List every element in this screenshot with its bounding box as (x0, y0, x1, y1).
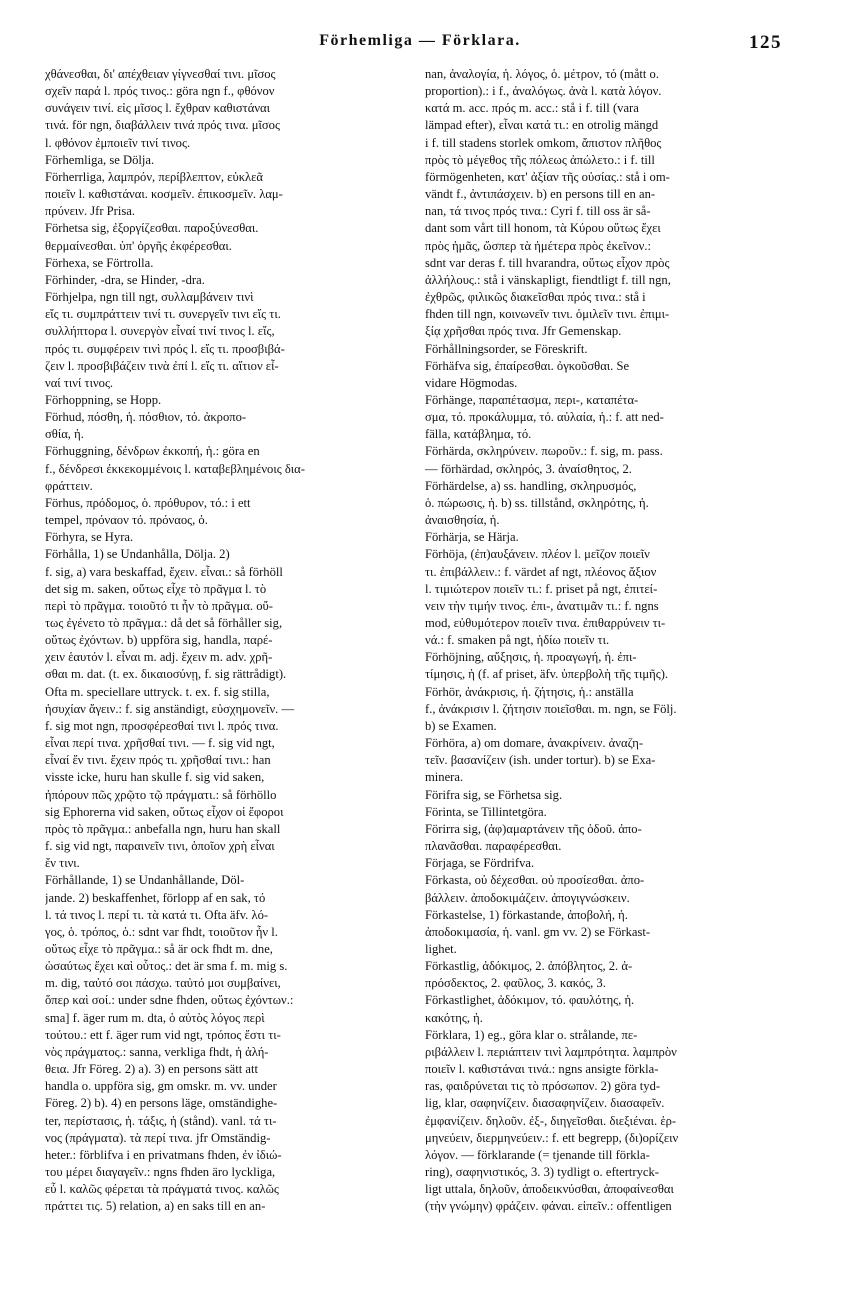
text-line: τεῖν. βασανίζειν (ish. under tortur). b) se Exa- (425, 753, 656, 768)
text-line: ὡσαύτως ἔχει καὶ οὗτος.: det är sma f. m. mig s. (45, 959, 288, 974)
text-line: dant som vårt till honom, τὰ Κύρου οὕτως ἔχει (425, 221, 661, 236)
text-line: σθία, ἡ. (45, 427, 84, 442)
text-line: vändt f., ἀντιπάσχειν. b) en persons till en an- (425, 187, 656, 202)
text-line: proportion).: i f., ἀναλόγως. ἀνὰ l. κατὰ λόγον. (425, 84, 662, 99)
text-line: Förhäfva sig, ἐπαίρεσθαι. ὀγκοῦσθαι. Se (425, 358, 630, 373)
text-line: jande. 2) beskaffenhet, förlopp af en sak, τό (45, 890, 266, 905)
text-line: Förhuggning, δένδρων ἐκκοπή, ἡ.: göra en (45, 444, 260, 459)
text-line: εἶναι περί τινα. χρῆσθαί τινι. — f. sig vid ngt, (45, 736, 275, 751)
text-line: σχεῖν παρά l. πρός τινος.: göra ngn f., φθόνον (45, 84, 275, 99)
text-line: ligt uttala, δηλοῦν, ἀποδεικνύσθαι, ἀποφαίνεσθαι (425, 1182, 674, 1197)
text-line: f. sig vid ngt, παραινεῖν τινι, ὁποῖον χρὴ εἶναι (45, 839, 275, 854)
text-line: fälla, κατάβλημα, τό. (425, 427, 532, 442)
text-line: σμα, τό. προκάλυμμα, τό. αὐλαία, ἡ.: f. att ned- (425, 410, 664, 425)
text-line: — förhärdad, σκληρός, 3. ἀναίσθητος, 2. (425, 461, 632, 476)
text-line: κατά m. acc. πρός m. acc.: stå i f. till (vara (425, 101, 639, 116)
text-line: ποιεῖν l. καθιστάναι τινά.: ngns ansigte förkla- (425, 1062, 659, 1077)
text-line: συλλήπτορα l. συνεργὸν εἶναί τινί τινος l. εἴς, (45, 324, 275, 339)
text-line: Förklara, 1) eg., göra klar o. strålande, πε- (425, 1027, 638, 1042)
text-line: χθάνεσθαι, δι' απέχθειαν γίγνεσθαί τινι. μῖσος (45, 67, 276, 81)
text-line: heter.: förblifva i en privatmans fhden, ἐν ἰδιώ- (45, 1147, 282, 1162)
text-line: ἀλλήλους.: stå i vänskapligt, fiendtligt f. till ngn, (425, 272, 671, 287)
text-line: Förhöjning, αὔξησις, ἡ. προαγωγή, ἡ. ἐπι- (425, 650, 637, 665)
text-line: ἔν τινι. (45, 856, 80, 871)
text-line: Förhör, ἀνάκρισις, ἡ. ζήτησις, ἡ.: anställa (425, 684, 634, 699)
text-line: lämpad efter), εἶναι κατά τι.: en otrolig mängd (425, 118, 659, 133)
text-line: ἠπόρουν πῶς χρῷτο τῷ πράγματι.: så förhöllo (45, 787, 277, 802)
text-line: τούτου.: ett f. äger rum vid ngt, τρόπος ἔστι τι- (45, 1027, 281, 1042)
text-line: νά.: f. smaken på ngt, ἡδίω ποιεῖν τι. (425, 633, 610, 648)
text-line: θεια. Jfr Föreg. 2) a). 3) en persons sätt att (45, 1062, 258, 1077)
text-line: ἐμφανίζειν. δηλοῦν. ἐξ-, διηγεῖσθαι. διεξιέναι. ἑρ- (425, 1113, 677, 1128)
text-line: πρόσδεκτος, 2. φαῦλος, 3. κακός, 3. (425, 976, 606, 991)
left-column (45, 66, 411, 1286)
text-line: συνάγειν τινί. εἰς μῖσος l. ἔχθραν καθιστάναι (45, 101, 271, 116)
text-line: Förhållande, 1) se Undanhållande, Döl- (45, 873, 245, 888)
text-line: lighet. (425, 941, 457, 956)
text-line: förmögenheten, κατ' ἀξίαν τῆς οὐσίας.: stå i om- (425, 169, 670, 184)
text-line: νειν τὴν τιμήν τινος. ἐπι-, ἀνατιμᾶν τι.: f. ngns (425, 598, 659, 613)
text-line: Förhus, πρόδομος, ὁ. πρόθυρον, τό.: i ett (45, 495, 251, 510)
text-line: f., δένδρεσι ἐκκεκομμένοις l. καταβεβλημένοις δια- (45, 461, 305, 476)
text-line: κακότης, ἡ. (425, 1010, 483, 1025)
text-line: Förhyra, se Hyra. (45, 530, 134, 545)
text-line: ριβάλλειν l. περιάπτειν τινὶ λαμπρότητα. λαμπρὸν (425, 1044, 677, 1059)
text-line: εἴς τι. συμπράττειν τινί τι. συνεργεῖν τινι εἴς τι. (45, 307, 281, 322)
text-line: νος (πράγματα). τὰ περί τινα. jfr Omständig- (45, 1130, 271, 1145)
text-line: ποιεῖν l. καθιστάναι. κοσμεῖν. ἐπικοσμεῖν. λαμ- (45, 187, 283, 202)
text-line: του μέρει διαγαγεῖν.: ngns fhden äro lyckliga, (45, 1165, 276, 1179)
text-line: sig Ephorerna vid saken, οὕτως εἶχον οἱ ἔφοροι (45, 804, 284, 819)
text-line: ring), σαφηνιστικός, 3. 3) tydligt o. eftertryck- (425, 1165, 659, 1179)
text-line: ἡσυχίαν ἄγειν.: f. sig anständigt, εὐσχημονεῖν. — (45, 701, 295, 716)
text-line: Föreg. 2) b). 4) en persons läge, omständighe- (45, 1096, 278, 1111)
text-line: ἀναισθησία, ἡ. (425, 513, 500, 528)
page-header (58, 32, 782, 54)
text-line: Förjaga, se Fördrifva. (425, 856, 535, 871)
text-line: Förkastlighet, ἀδόκιμον, τό. φαυλότης, ἡ. (425, 993, 635, 1008)
text-line: μηνεύειν, διερμηνεύειν.: f. ett begrepp, (δι)ορίζειν (425, 1130, 679, 1145)
running-head: Förhemliga — Förklara. (319, 32, 521, 49)
text-line: ὅπερ καὶ σοί.: under sdne fhden, οὕτως ἐχόντων.: (45, 993, 294, 1008)
text-line: εὖ l. καλῶς φέρεται τὰ πράγματά τινος. καλῶς (45, 1182, 279, 1197)
text-line: m. dig, ταὐτό σοι πάσχω. ταὐτό μοι συμβαίνει, (45, 976, 281, 991)
text-line: b) se Examen. (425, 718, 497, 733)
text-line: f. sig mot ngn, προσφέρεσθαί τινι l. πρός τινα. (45, 718, 279, 733)
text-line: Förhjelpa, ngn till ngt, συλλαμβάνειν τινὶ (45, 290, 254, 305)
text-line: Förkastlig, ἀδόκιμος, 2. ἀπόβλητος, 2. ἀ- (425, 959, 633, 974)
text-line: Förkasta, οὐ δέχεσθαι. οὐ προσίεσθαι. ἀπο- (425, 873, 645, 888)
right-column (425, 66, 791, 1286)
text-line: Förhärja, se Härja. (425, 530, 519, 545)
text-line: γος, ὁ. τρόπος, ὁ.: sdnt var fhdt, τοιοῦτον ἦν l. (45, 924, 278, 939)
text-line: Förherrliga, λαμπρόν, περίβλεπτον, εὐκλεᾶ (45, 169, 264, 184)
text-line: ναί τινί τινος. (45, 375, 114, 390)
text-line: χειν ἑαυτόν l. εἶναι m. adj. ἔχειν m. adv. χρῆ- (45, 650, 273, 665)
text-line: sma] f. äger rum m. dta, ὁ αὐτὸς λόγος περὶ (45, 1010, 265, 1025)
text-line: minera. (425, 770, 464, 785)
text-line: Förifra sig, se Förhetsa sig. (425, 787, 563, 802)
text-line: Förhexa, se Förtrolla. (45, 255, 154, 270)
text-line: sdnt var deras f. till hvarandra, οὕτως εἶχον πρὸς (425, 255, 670, 270)
text-line: βάλλειν. ἀποδοκιμάζειν. ἀπογιγνώσκειν. (425, 890, 630, 905)
text-line: visste icke, huru han skulle f. sig vid saken, (45, 770, 265, 785)
text-line: ὁ. πώρωσις, ἡ. b) ss. tillstånd, σκληρότης, ἡ. (425, 495, 649, 510)
text-line: f. sig, a) vara beskaffad, ἔχειν. εἶναι.: så förhöll (45, 564, 283, 579)
text-line: Förhärdelse, a) ss. handling, σκληρυσμός, (425, 478, 637, 493)
text-line: Förkastelse, 1) förkastande, ἀποβολή, ἡ. (425, 907, 628, 922)
text-line: lig, klar, σαφηνίζειν. διασαφηνίζειν. διασαφεῖν. (425, 1096, 665, 1111)
text-line: Förirra sig, (ἀφ)αμαρτάνειν τῆς ὁδοῦ. ἀπο- (425, 821, 642, 836)
text-line: Förhemliga, se Dölja. (45, 152, 155, 167)
text-line: mod, εὐθυμότερον ποιεῖν τινα. ἐπιθαρρύνειν τι- (425, 616, 666, 630)
text-line: Ofta m. speciellare uttryck. t. ex. f. sig stilla, (45, 684, 270, 699)
text-line: Förinta, se Tillintetgöra. (425, 804, 547, 819)
text-line: νὸς πράγματος.: sanna, verkliga fhdt, ἡ ἀλή- (45, 1044, 269, 1059)
text-line: i f. till stadens storlek omkom, ἄπιστον πλῆθος (425, 135, 662, 150)
text-line: nan, ἀναλογία, ἡ. λόγος, ὁ. μέτρον, τό (mått o. (425, 67, 659, 81)
text-line: ras, φαιδρύνεται τις τὸ πρόσωπον. 2) göra tyd- (425, 1079, 661, 1094)
text-line: πρὸς τὸ πρᾶγμα.: anbefalla ngn, huru han skall (45, 821, 281, 836)
text-line: ter, περίστασις, ἡ. τάξις, ἡ (stånd). vanl. τά τι- (45, 1113, 277, 1128)
text-line: οὕτως εἶχε τὸ πρᾶγμα.: så är ock fhdt m. dne, (45, 941, 273, 956)
text-line: Förhud, πόσθη, ἡ. πόσθιον, τό. ἀκροπο- (45, 410, 247, 425)
text-line: πρὸς τὸ μέγεθος τῆς πόλεως ἀπώλετο.: i f. till (425, 152, 655, 167)
text-line: εἶναί ἔν τινι. ἔχειν πρός τι. χρῆσθαί τινι.: han (45, 753, 271, 768)
text-line: λόγον. — förklarande (= tjenande till förkla- (425, 1147, 650, 1162)
text-line: ἐχθρῶς, φιλικῶς διακεῖσθαι πρός τινα.: stå i (425, 290, 646, 305)
text-line: Förhetsa sig, ἐξοργίζεσθαι. παροξύνεσθαι. (45, 221, 259, 236)
text-line: πρὸς ἡμᾶς, ὥσπερ τὰ ἡμέτερα πρὸς ἐκεῖνον.: (425, 238, 651, 253)
text-line: handla o. uppföra sig, gm omskr. m. vv. under (45, 1079, 277, 1094)
text-line: det sig m. saken, οὕτως εἶχε τὸ πρᾶγμα l. τὸ (45, 581, 267, 596)
text-line: τίμησις, ἡ (f. af priset, äfv. ὑπερβολὴ τῆς τιμῆς). (425, 667, 669, 682)
text-line: Förhållningsorder, se Föreskrift. (425, 341, 588, 356)
page-number: 125 (749, 32, 782, 53)
text-line: l. τά τινος l. περί τι. τὰ κατά τι. Ofta äfv. λό- (45, 907, 269, 922)
text-line: τινά. för ngn, διαβάλλειν τινά πρός τινα. μῖσος (45, 118, 280, 133)
text-line: vidare Högmodas. (425, 375, 518, 390)
text-line: Förhärda, σκληρύνειν. πωροῦν.: f. sig, m. pass. (425, 444, 663, 459)
text-line: Förhänge, παραπέτασμα, περι-, καταπέτα- (425, 392, 639, 407)
text-line: φράττειν. (45, 478, 93, 493)
text-line: Förhöra, a) om domare, ἀνακρίνειν. ἀναζη- (425, 736, 644, 751)
text-line: fhden till ngn, κοινωνεῖν τινι. ὁμιλεῖν τινι. ἐπιμι- (425, 307, 670, 322)
text-line: σθαι m. dat. (t. ex. δικαιοσύνῃ, f. sig rättrådigt). (45, 667, 287, 682)
text-line: πλανᾶσθαι. παραφέρεσθαι. (425, 839, 562, 854)
text-line: ἀποδοκιμασία, ἡ. vanl. gm vv. 2) se Förkast- (425, 924, 651, 939)
text-line: ξίᾳ χρῆσθαι πρός τινα. Jfr Gemenskap. (425, 324, 622, 339)
text-line: ζειν l. προσβιβάζειν τινὰ ἐπί l. εἴς τι. αἴτιον εἶ- (45, 358, 279, 373)
text-line: πράττει τις. 5) relation, a) en saks till en an- (45, 1199, 266, 1214)
text-line: θερμαίνεσθαι. ὑπ' ὀργῆς ἐκφέρεσθαι. (45, 238, 232, 253)
text-line: πρύνειν. Jfr Prisa. (45, 204, 136, 219)
text-line: Förhoppning, se Hopp. (45, 392, 162, 407)
text-line: nan, τά τινος πρός τινα.: Cyri f. till oss är så- (425, 204, 651, 219)
text-line: l. τιμιώτερον ποιεῖν τι.: f. priset på ngt, ἐπιτεί- (425, 581, 658, 596)
text-line: l. φθόνον ἐμποιεῖν τινί τινος. (45, 135, 191, 150)
text-line: τι. ἐπιβάλλειν.: f. värdet af ngt, πλέονος ἄξιον (425, 564, 657, 579)
text-line: οὕτως ἐχόντων. b) uppföra sig, handla, παρέ- (45, 633, 273, 648)
text-line: Förhinder, -dra, se Hinder, -dra. (45, 272, 205, 287)
text-line: πρός τι. συμφέρειν τινὶ πρός l. εἴς τι. προσβιβά- (45, 341, 285, 356)
text-line: Förhöja, (ἐπ)αυξάνειν. πλέον l. μεῖζον ποιεῖν (425, 547, 650, 562)
text-line: περὶ τὸ πρᾶγμα. τοιοῦτό τι ἦν τὸ πρᾶγμα. οὔ- (45, 598, 273, 613)
text-line: τως ἐγένετο τὸ πρᾶγμα.: då det så förhåller sig, (45, 616, 283, 630)
text-line: Förhålla, 1) se Undanhålla, Dölja. 2) (45, 547, 230, 562)
text-line: tempel, πρόναον τό. πρόναος, ὁ. (45, 513, 208, 528)
text-line: f., ἀνάκρισιν l. ζήτησιν ποιεῖσθαι. m. ngn, se Följ. (425, 701, 677, 716)
text-line: (τὴν γνώμην) φράζειν. φάναι. εἰπεῖν.: offentligen (425, 1199, 672, 1214)
